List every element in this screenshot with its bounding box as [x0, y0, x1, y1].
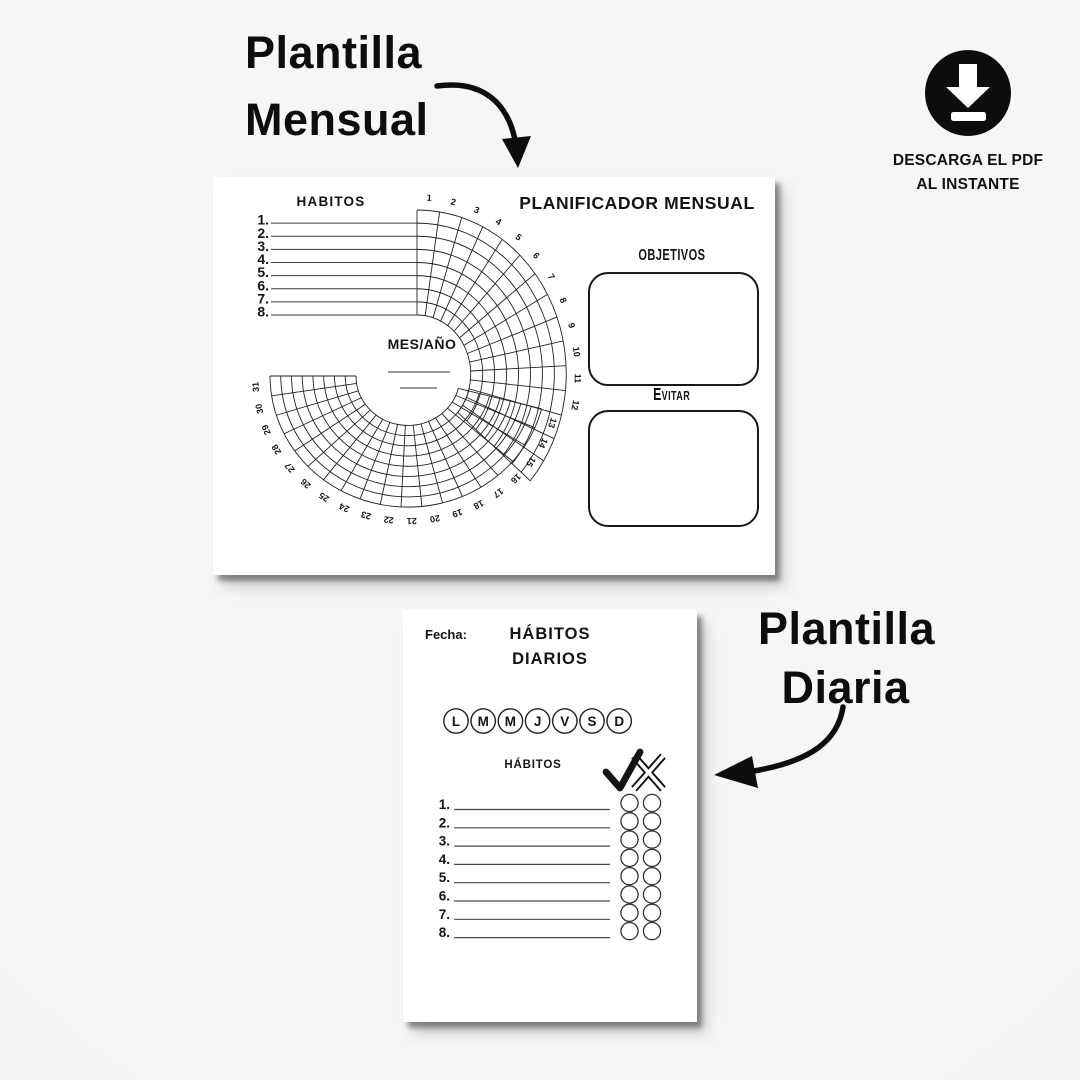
habit-number: 2.: [257, 224, 269, 241]
day-letter: D: [614, 713, 625, 729]
cross-circle: [643, 868, 660, 885]
daily-row-number: 1.: [438, 797, 450, 812]
annotation-monthly-line2: Mensual: [245, 94, 429, 145]
avoid-label: Evitar: [653, 384, 691, 405]
monthly-template-page: [213, 177, 775, 575]
daily-habit-sheet: [403, 610, 697, 1022]
arrow-to-monthly-icon: [425, 72, 545, 177]
habit-number: 6.: [257, 277, 269, 294]
daily-title-line2: DIARIOS: [512, 650, 588, 668]
day-letter: L: [451, 713, 461, 729]
day-letter: V: [560, 713, 570, 729]
daily-row-number: 4.: [438, 851, 450, 867]
wheel-day-label: 23: [359, 509, 373, 522]
wheel-day-label: 20: [429, 512, 441, 525]
wheel-day-label: 18: [471, 497, 486, 512]
habit-number: 8.: [257, 303, 269, 320]
wheel-day-label: 8: [557, 295, 569, 305]
cross-circle: [643, 794, 660, 811]
check-circle: [621, 923, 638, 940]
wheel-day-label: 24: [337, 501, 351, 515]
day-letter: M: [504, 713, 517, 729]
check-circle: [621, 849, 638, 866]
wheel-day-label: 5: [513, 231, 524, 243]
cross-circle: [643, 923, 660, 940]
wheel-day-label: 25: [317, 490, 331, 505]
download-text-line1: DESCARGA EL PDF: [892, 152, 1044, 169]
wheel-day-label: 4: [493, 216, 504, 228]
wheel-day-label: 27: [282, 460, 297, 475]
cross-circle: [643, 813, 660, 830]
habit-number: 5.: [257, 264, 269, 281]
daily-row-number: 7.: [438, 906, 450, 922]
wheel-day-label: 15: [524, 454, 539, 469]
daily-template-page: [403, 610, 697, 1022]
wheel-day-label: 9: [566, 321, 578, 330]
daily-row-number: 2.: [438, 815, 450, 831]
wheel-day-label: 29: [259, 423, 273, 437]
cross-circle: [643, 831, 660, 848]
habit-number: 4.: [257, 251, 269, 267]
annotation-daily-line1: Plantilla: [758, 603, 936, 654]
habit-number: 3.: [257, 237, 269, 254]
wheel-day-label: 17: [491, 485, 506, 500]
habit-number: 7.: [257, 290, 269, 307]
wheel-day-label: 6: [530, 250, 542, 261]
day-letter: J: [533, 713, 542, 729]
daily-title-line1: HÁBITOS: [509, 625, 591, 643]
wheel-day-label: 1: [426, 192, 433, 204]
monthly-habits-title: HABITOS: [296, 194, 366, 209]
day-letter: M: [477, 713, 489, 729]
wheel-day-label: 13: [546, 416, 559, 430]
objectives-box: [588, 272, 759, 386]
download-text-line2: AL INSTANTE: [916, 176, 1020, 194]
annotation-monthly: [245, 27, 429, 145]
annotation-daily-line2: Diaria: [781, 662, 910, 713]
daily-row-number: 5.: [438, 870, 450, 886]
month-year-label: MES/AÑO: [387, 336, 457, 352]
wheel-day-label: 26: [298, 476, 313, 491]
wheel-day-label: 3: [472, 204, 481, 216]
download-badge: [880, 45, 1056, 197]
wheel-day-label: 14: [536, 436, 551, 450]
wheel-day-label: 2: [449, 196, 457, 208]
check-circle: [621, 794, 638, 811]
wheel-ring: [356, 376, 458, 425]
daily-habits-header: HÁBITOS: [504, 759, 562, 771]
objectives-label: OBJETIVOS: [638, 245, 706, 264]
wheel-day-label: 19: [451, 506, 464, 520]
daily-row-number: 3.: [438, 833, 450, 849]
download-icon: [920, 45, 1016, 141]
wheel-day-label: 21: [406, 515, 417, 527]
check-circle: [621, 831, 638, 848]
wheel-day-label: 28: [269, 442, 284, 457]
wheel-day-label: 30: [253, 402, 266, 415]
check-circle: [621, 813, 638, 830]
wheel-day-label: 16: [508, 471, 523, 486]
cross-circle: [643, 904, 660, 921]
wheel-day-label: 31: [250, 381, 262, 393]
check-circle: [621, 868, 638, 885]
wheel-day-label: 22: [383, 514, 395, 526]
wheel-day-label: 12: [569, 399, 582, 411]
arrow-to-daily-icon: [700, 695, 860, 795]
avoid-box: [588, 410, 759, 527]
date-label: Fecha:: [425, 627, 467, 642]
cross-circle: [643, 849, 660, 866]
wheel-day-label: 11: [572, 373, 583, 384]
check-circle: [621, 886, 638, 903]
day-letter: S: [587, 713, 597, 729]
wheel-ring: [345, 376, 468, 436]
daily-row-number: 8.: [438, 925, 450, 941]
monthly-title: PLANIFICADOR MENSUAL: [519, 193, 755, 213]
wheel-day-label: 7: [545, 271, 557, 282]
wheel-day-label: 10: [570, 346, 583, 358]
daily-row-number: 6.: [438, 888, 450, 904]
cross-circle: [643, 886, 660, 903]
habit-number: 1.: [257, 211, 269, 228]
annotation-monthly-line1: Plantilla: [245, 27, 423, 78]
check-circle: [621, 904, 638, 921]
